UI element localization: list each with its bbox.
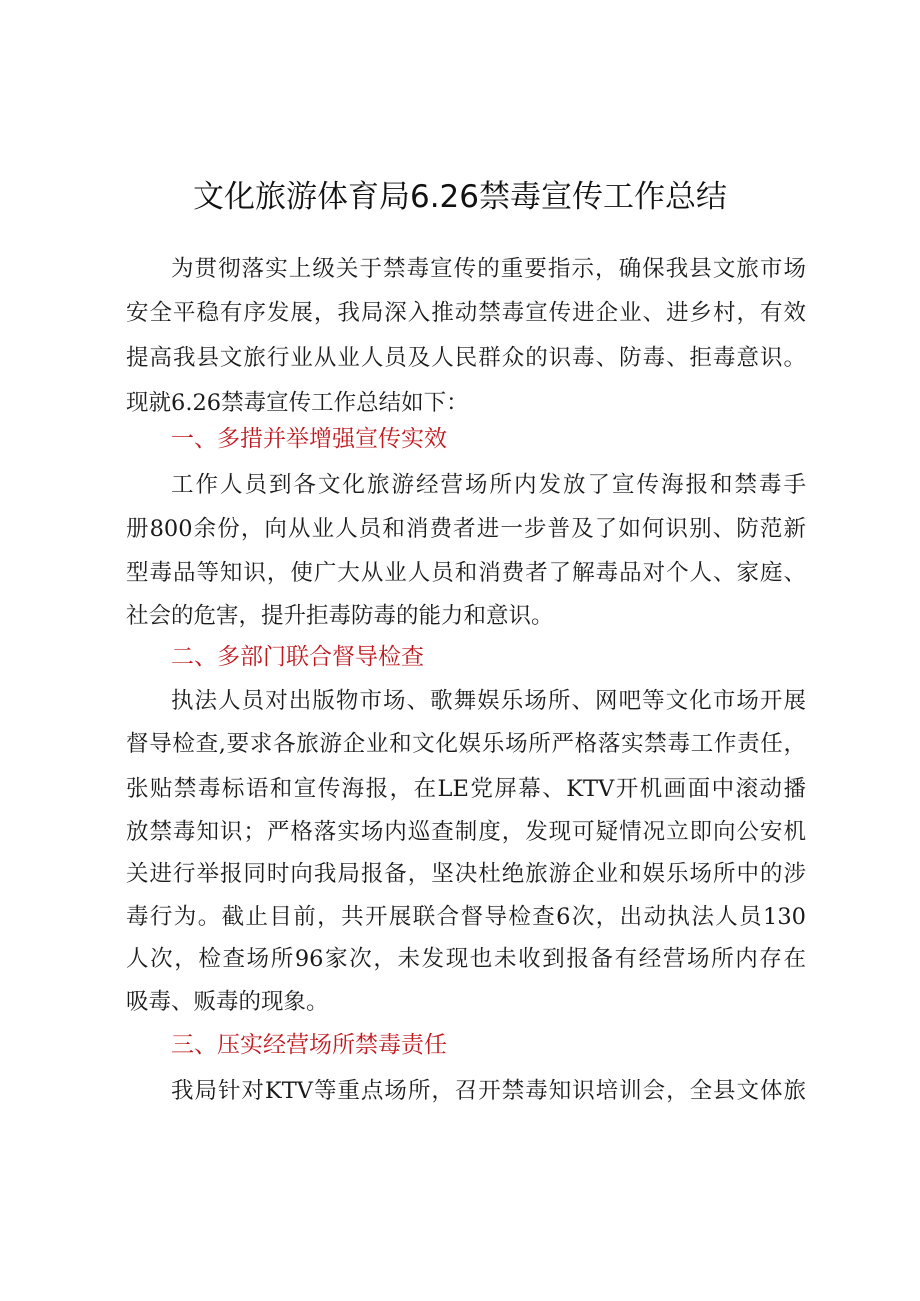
intro-line-1: 为贯彻落实上级关于禁毒宣传的重要指示，确保我县文旅市场: [171, 256, 806, 282]
section-1-line-2: 册800余份，向从业人员和消费者进一步普及了如何识别、防范新: [126, 516, 806, 542]
section-3-line-1: 我局针对KTV等重点场所，召开禁毒知识培训会，全县文体旅: [171, 1078, 806, 1104]
intro-line-3: 提高我县文旅行业从业人员及人民群众的识毒、防毒、拒毒意识。: [126, 345, 806, 371]
section-2-line-3: 张贴禁毒标语和宣传海报，在LE党屏幕、KTV开机画面中滚动播: [126, 776, 806, 802]
section-heading-3: 三、压实经营场所禁毒责任: [171, 1032, 447, 1058]
page-title: 文化旅游体育局6.26禁毒宣传工作总结: [192, 179, 728, 215]
section-2-line-2: 督导检查,要求各旅游企业和文化娱乐场所严格落实禁毒工作责任，: [126, 731, 806, 757]
section-1-line-1: 工作人员到各文化旅游经营场所内发放了宣传海报和禁毒手: [171, 472, 806, 498]
section-2-line-7: 人次，检查场所96家次，未发现也未收到报备有经营场所内存在: [126, 946, 806, 972]
section-1-line-4: 社会的危害，提升拒毒防毒的能力和意识。: [126, 603, 554, 629]
intro-line-4: 现就6.26禁毒宣传工作总结如下：: [126, 390, 469, 416]
section-2-line-4: 放禁毒知识；严格落实场内巡查制度，发现可疑情况立即向公安机: [126, 819, 806, 845]
section-2-line-5: 关进行举报同时向我局报备，坚决杜绝旅游企业和娱乐场所中的涉: [126, 861, 806, 887]
section-heading-1: 一、多措并举增强宣传实效: [171, 426, 447, 452]
section-2-line-8: 吸毒、贩毒的现象。: [126, 989, 329, 1015]
section-2-line-6: 毒行为。截止目前，共开展联合督导检查6次，出动执法人员130: [126, 904, 806, 930]
section-heading-2: 二、多部门联合督导检查: [171, 644, 424, 670]
intro-line-2: 安全平稳有序发展，我局深入推动禁毒宣传进企业、进乡村，有效: [126, 300, 806, 326]
section-1-line-3: 型毒品等知识，使广大从业人员和消费者了解毒品对个人、家庭、: [126, 560, 806, 586]
section-2-line-1: 执法人员对出版物市场、歌舞娱乐场所、网吧等文化市场开展: [171, 688, 806, 714]
